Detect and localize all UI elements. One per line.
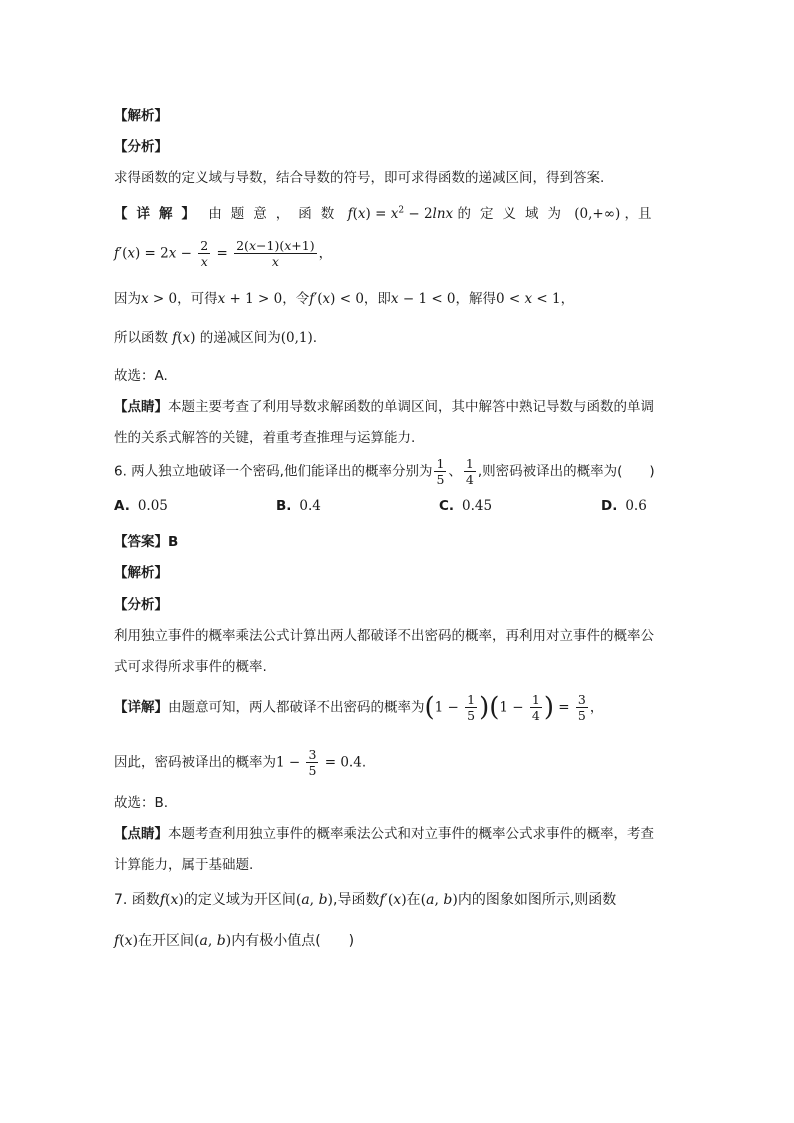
dianjing-line-1 — [114, 395, 654, 415]
q6-stem-a: 6. 两人独立地破译一个密码,他们能译出的概率分别为 — [114, 463, 433, 480]
option-a[interactable] — [114, 498, 168, 514]
option-b[interactable] — [276, 498, 321, 514]
detail-l3-c: ，令 — [282, 291, 310, 307]
answer: 【答案】B — [114, 534, 179, 550]
detail-text-a: 由题意，函数 — [208, 206, 344, 222]
q7-l1-d: 在 — [406, 892, 421, 908]
q6-dianjing-tag: 【点睛】 — [114, 826, 168, 842]
q7-l2-b: 内有极小值点( ) — [231, 933, 355, 949]
option-c-value: 0.45 — [462, 498, 493, 514]
q7-l1-e: 内的图象如图所示,则函数 — [457, 892, 617, 908]
q6-stem-c: ,则密码被译出的概率为( ) — [477, 463, 655, 480]
choose-a: 故选：A. — [114, 368, 168, 384]
q6-analysis-tag: 【解析】 — [114, 565, 168, 581]
detail-l3-a: 因为 — [114, 291, 141, 307]
detail-tag: 【详解】 — [114, 206, 204, 222]
detail-l3-d: ，即 — [363, 291, 391, 307]
q7-line-1: 7. 函数f(x)的定义域为开区间(a, b),导函数f′(x)在(a, b)内的图象如图所示,则函数 — [114, 892, 617, 908]
q6-fenxi-1: 利用独立事件的概率乘法公式计算出两人都破译不出密码的概率，再利用对立事件的概率公 — [114, 628, 654, 644]
detail-l3-e: ，解得 — [455, 291, 497, 307]
detail-l4-b: 的递减区间为 — [199, 330, 281, 346]
option-d[interactable] — [601, 498, 647, 514]
q6-dianjing-1 — [114, 822, 654, 842]
dianjing-text-1: 本题主要考查了利用导数求解函数的单调区间，其中解答中熟记导数与函数的单调 — [168, 399, 654, 415]
fenxi-tag: 【分析】 — [114, 139, 168, 155]
q6-detail-a: 由题意可知，两人都破译不出密码的概率为 — [168, 699, 425, 716]
option-b-value: 0.4 — [299, 498, 321, 514]
option-d-label: D. — [601, 498, 618, 514]
detail-line-1: 【详解】 由题意，函数 $f(x) = x^2 - 2\ln x$ 的定义域为 (0,+∞) ，且 — [114, 205, 652, 222]
q6-fenxi-2: 式可求得所求事件的概率. — [114, 659, 267, 675]
q6-dianjing-text-1: 本题考查利用独立事件的概率乘法公式和对立事件的概率公式求事件的概率，考查 — [168, 826, 654, 842]
q6-stem-b: 、 — [448, 463, 462, 480]
detail-l4-a: 所以函数 — [114, 330, 168, 346]
q7-l2-a: 在开区间 — [138, 933, 195, 949]
analysis-tag: 【解析】 — [114, 108, 168, 124]
q6-detail-tag: 【详解】 — [114, 699, 168, 716]
q6-stem: 6. 两人独立地破译一个密码,他们能译出的概率分别为 $\frac{1}{5}$ 、 $\frac{1}{4}$ ,则密码被译出的概率为( ) — [114, 456, 655, 487]
q7-l1-a: 7. 函数 — [114, 892, 160, 908]
detail-line-4: 所以函数 f(x) 的递减区间为(0,1). — [114, 330, 318, 346]
dianjing-tag: 【点睛】 — [114, 399, 168, 415]
option-d-value: 0.6 — [625, 498, 647, 514]
option-a-label: A. — [114, 498, 130, 514]
q6-detail-b: 因此，密码被译出的概率为 — [114, 754, 276, 771]
q6-fenxi-tag: 【分析】 — [114, 597, 168, 613]
choose-b: 故选：B. — [114, 795, 169, 811]
domain-interval: (0,+∞) — [574, 206, 621, 222]
q7-line-2: f(x)在开区间(a, b)内有极小值点( ) — [114, 933, 355, 949]
q6-detail: 【详解】由题意可知，两人都破译不出密码的概率为(1 − $\frac{1}{5}$ )(1 − $\frac{1}{4}$ ) = $\frac{3}{5}$ ， — [114, 692, 604, 723]
q6-dianjing-2: 计算能力，属于基础题. — [114, 857, 254, 873]
option-a-value: 0.05 — [137, 498, 168, 514]
dianjing-line-2: 性的关系式解答的关键，着重考查推理与运算能力. — [114, 430, 416, 446]
option-c-label: C. — [439, 498, 455, 514]
q6-detail-2: 因此，密码被译出的概率为1 − $\frac{3}{5}$ = 0.4. — [114, 747, 367, 778]
detail-l3-b: ，可得 — [177, 291, 218, 307]
q7-l1-b: 的定义域为开区间 — [183, 892, 296, 908]
detail-line-3: 因为x > 0，可得x + 1 > 0，令f′(x) < 0，即x − 1 < 0，解得0 < x < 1， — [114, 291, 575, 307]
derivative-formula: f′(x) = 2x − $\frac{2}{x}$ = $\frac{2(x-1)(x+1)}{x}$ ， — [114, 238, 333, 269]
fenxi-text: 求得函数的定义域与导数，结合导数的符号，即可求得函数的递减区间，得到答案. — [114, 170, 605, 186]
detail-text-b: 的定义域为 — [457, 206, 570, 222]
detail-text-c: ，且 — [624, 206, 652, 222]
q7-l1-c: ,导函数 — [333, 892, 380, 908]
formula-f: f — [347, 206, 353, 222]
option-b-label: B. — [276, 498, 292, 514]
option-c[interactable] — [439, 498, 492, 514]
